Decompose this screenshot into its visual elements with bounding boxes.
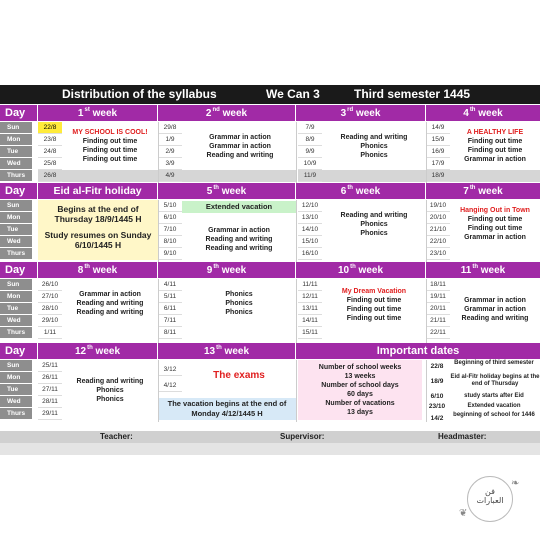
- day-sun: Sun: [0, 360, 32, 372]
- title-middle: We Can 3: [266, 87, 320, 101]
- date-cell: 27/11: [38, 384, 62, 396]
- divider: [158, 360, 159, 422]
- important-date-text: Eid al-Fitr holiday begins at the end of Thursday: [450, 374, 540, 387]
- day-mon: Mon: [0, 291, 32, 303]
- week-header-11: 11 $^{th}$ week: [426, 262, 540, 278]
- supervisor-label: Supervisor:: [280, 432, 325, 441]
- date-cell: 1/11: [38, 327, 62, 339]
- week5-content: Grammar in action Reading and writing Reading and writing: [205, 226, 273, 252]
- week7-content: Hanging Out in Town Finding out time Finding out time Grammar in action: [460, 207, 530, 241]
- day-wed: Wed: [0, 315, 32, 327]
- date-cell: 8/9: [298, 134, 322, 146]
- date-cell: 26/10: [38, 279, 62, 291]
- brand-logo: [455, 470, 525, 530]
- day-thurs: Thurs: [0, 248, 32, 260]
- title-bar: [0, 85, 540, 104]
- date-cell: 21/10: [426, 224, 450, 236]
- thursday-off: [62, 170, 158, 182]
- date-cell: 18/9: [426, 170, 450, 182]
- date-cell: 28/11: [38, 396, 62, 408]
- date-cell: 14/11: [298, 315, 322, 327]
- day-mon: Mon: [0, 212, 32, 224]
- thursday-off: [182, 170, 296, 182]
- date-cell: 6/11: [158, 303, 182, 315]
- date-cell: 7/11: [158, 315, 182, 327]
- week-header-3: 3 $^{rd}$ week: [296, 105, 426, 121]
- week3-content: Reading and writing Phonics Phonics: [340, 133, 408, 159]
- date-cell: 26/11: [38, 372, 62, 384]
- week6-content: Reading and writing Phonics Phonics: [340, 211, 408, 237]
- day-mon: Mon: [0, 134, 32, 146]
- week-header-7: 7 $^{th}$ week: [426, 183, 540, 199]
- date-cell: 19/10: [426, 200, 450, 212]
- signature-footer: [0, 431, 540, 443]
- divider: [158, 200, 159, 262]
- eid-info: Begins at the end of Thursday 18/9/1445 H Study resumes on Sunday 6/10/1445 H: [38, 200, 158, 260]
- divider: [296, 279, 297, 343]
- divider: [426, 279, 427, 343]
- title-right: Third semester 1445: [354, 87, 471, 101]
- date-cell: 11/11: [298, 279, 322, 291]
- date-cell: 8/11: [158, 327, 182, 339]
- divider: [158, 122, 159, 183]
- week-header-12: 12 $^{th}$ week: [38, 343, 158, 359]
- important-date: 23/10: [428, 403, 446, 410]
- day-header: Day: [0, 343, 38, 359]
- date-cell: 1/9: [158, 134, 182, 146]
- date-cell: 22/11: [426, 327, 450, 339]
- date-cell: 15/10: [298, 236, 322, 248]
- day-wed: Wed: [0, 396, 32, 408]
- day-tue: Tue: [0, 384, 32, 396]
- week-header-4: 4 $^{th}$ week: [426, 105, 540, 121]
- divider: [296, 360, 297, 422]
- date-cell: 23/8: [38, 134, 62, 146]
- week-header-9: 9 $^{th}$ week: [158, 262, 296, 278]
- date-cell: 29/8: [158, 122, 182, 134]
- date-cell: 4/9: [158, 170, 182, 182]
- day-header: Day: [0, 105, 38, 121]
- important-date-text: study starts after Eid: [464, 393, 524, 399]
- date-cell: 14/9: [426, 122, 450, 134]
- leaf-icon: ❧: [511, 478, 520, 489]
- date-cell: 20/11: [426, 303, 450, 315]
- week9-content: Phonics Phonics Phonics: [225, 290, 253, 316]
- week4-content: A HEALTHY LIFE Finding out time Finding out time Grammar in action: [464, 129, 526, 163]
- date-cell: 22/8: [38, 122, 62, 134]
- leaf-icon: ❦: [459, 508, 468, 519]
- week10-content: My Dream Vacation Finding out time Finding out time Finding out time: [341, 288, 407, 322]
- date-cell: 16/9: [426, 146, 450, 158]
- week-header-2: 2 $^{nd}$ week: [158, 105, 296, 121]
- divider: [426, 122, 427, 183]
- week-header-6: 6 $^{th}$ week: [296, 183, 426, 199]
- day-tue: Tue: [0, 224, 32, 236]
- date-cell: 9/9: [298, 146, 322, 158]
- important-date: 22/8: [430, 363, 444, 370]
- headmaster-label: Headmaster:: [438, 432, 487, 441]
- date-cell: 3/12: [158, 364, 182, 376]
- day-tue: Tue: [0, 303, 32, 315]
- date-cell: 5/11: [158, 291, 182, 303]
- footer-blank-row: [0, 443, 540, 455]
- date-cell: 19/11: [426, 291, 450, 303]
- divider: [296, 122, 297, 183]
- thursday-off: [450, 170, 540, 182]
- date-cell: 7/10: [158, 224, 182, 236]
- date-cell: 11/9: [298, 170, 322, 182]
- day-sun: Sun: [0, 279, 32, 291]
- week12-content: Reading and writing Phonics Phonics: [76, 377, 144, 403]
- exams-label: The exams: [213, 370, 265, 381]
- day-wed: Wed: [0, 236, 32, 248]
- day-thurs: Thurs: [0, 408, 32, 420]
- divider: [296, 200, 297, 262]
- date-cell: 29/11: [38, 408, 62, 420]
- date-cell: 16/10: [298, 248, 322, 260]
- teacher-label: Teacher:: [100, 432, 133, 441]
- day-mon: Mon: [0, 372, 32, 384]
- date-cell: 25/11: [38, 360, 62, 372]
- date-cell: 2/9: [158, 146, 182, 158]
- date-cell: 13/10: [298, 212, 322, 224]
- title-left: Distribution of the syllabus: [62, 87, 217, 101]
- day-sun: Sun: [0, 200, 32, 212]
- thursday-off: [322, 170, 426, 182]
- divider: [426, 360, 427, 422]
- date-cell: 3/9: [158, 158, 182, 170]
- week-header-13: 13 $^{th}$ week: [158, 343, 296, 359]
- date-cell: 9/10: [158, 248, 182, 260]
- extended-vacation-label: Extended vacation: [182, 201, 296, 213]
- day-header: Day: [0, 262, 38, 278]
- date-cell: 18/11: [426, 279, 450, 291]
- date-cell: 25/8: [38, 158, 62, 170]
- vacation-notice: The vacation begins at the end of Monday 4/12/1445 H: [158, 398, 296, 420]
- date-cell: 15/11: [298, 327, 322, 339]
- date-cell: 24/8: [38, 146, 62, 158]
- day-header: Day: [0, 183, 38, 199]
- week-header-5: 5 $^{th}$ week: [158, 183, 296, 199]
- date-cell: 26/8: [38, 170, 62, 182]
- day-wed: Wed: [0, 158, 32, 170]
- important-dates-header: Important dates: [296, 343, 540, 359]
- important-date-text: Beginning of third semester: [454, 360, 534, 366]
- date-cell: 27/10: [38, 291, 62, 303]
- date-cell: 14/10: [298, 224, 322, 236]
- logo-text: فن العبارات: [476, 487, 504, 505]
- important-date: 18/9: [430, 378, 444, 385]
- week8-content: Grammar in action Reading and writing Reading and writing: [76, 290, 144, 316]
- important-dates-list: [426, 360, 540, 420]
- day-tue: Tue: [0, 146, 32, 158]
- date-cell: 4/11: [158, 279, 182, 291]
- day-thurs: Thurs: [0, 327, 32, 339]
- date-cell: 22/10: [426, 236, 450, 248]
- date-cell: 4/12: [158, 380, 182, 392]
- syllabus-table: [0, 85, 540, 456]
- divider: [426, 200, 427, 262]
- date-cell: 17/9: [426, 158, 450, 170]
- week-header-10: 10 $^{th}$ week: [296, 262, 426, 278]
- date-cell: 8/10: [158, 236, 182, 248]
- eid-header: Eid al-Fitr holiday: [38, 183, 158, 199]
- date-cell: 6/10: [158, 212, 182, 224]
- important-date-text: beginning of school for 1446: [453, 412, 535, 418]
- day-thurs: Thurs: [0, 170, 32, 182]
- week-header-8: 8 $^{th}$ week: [38, 262, 158, 278]
- week-header-1: 1 $^{st}$ week: [38, 105, 158, 121]
- important-date: 6/10: [430, 393, 444, 400]
- date-cell: 5/10: [158, 200, 182, 212]
- important-date-text: Extended vacation: [467, 403, 521, 409]
- date-cell: 13/11: [298, 303, 322, 315]
- day-sun: Sun: [0, 122, 32, 134]
- date-cell: 20/10: [426, 212, 450, 224]
- date-cell: 23/10: [426, 248, 450, 260]
- date-cell: 12/10: [298, 200, 322, 212]
- date-cell: 15/9: [426, 134, 450, 146]
- week11-content: Grammar in action Grammar in action Reading and writing: [461, 296, 529, 322]
- date-cell: 10/9: [298, 158, 322, 170]
- date-cell: 21/11: [426, 315, 450, 327]
- date-cell: 12/11: [298, 291, 322, 303]
- school-info: Number of school weeks 13 weeks Number of school days 60 days Number of vacations 13 days: [298, 360, 422, 420]
- date-cell: 7/9: [298, 122, 322, 134]
- date-cell: 28/10: [38, 303, 62, 315]
- week2-content: Grammar in action Grammar in action Reading and writing: [206, 133, 274, 159]
- week1-content: MY SCHOOL IS COOL! Finding out time Finding out time Finding out time: [72, 129, 148, 163]
- divider: [158, 279, 159, 343]
- date-cell: 29/10: [38, 315, 62, 327]
- important-date: 14/2: [430, 415, 444, 422]
